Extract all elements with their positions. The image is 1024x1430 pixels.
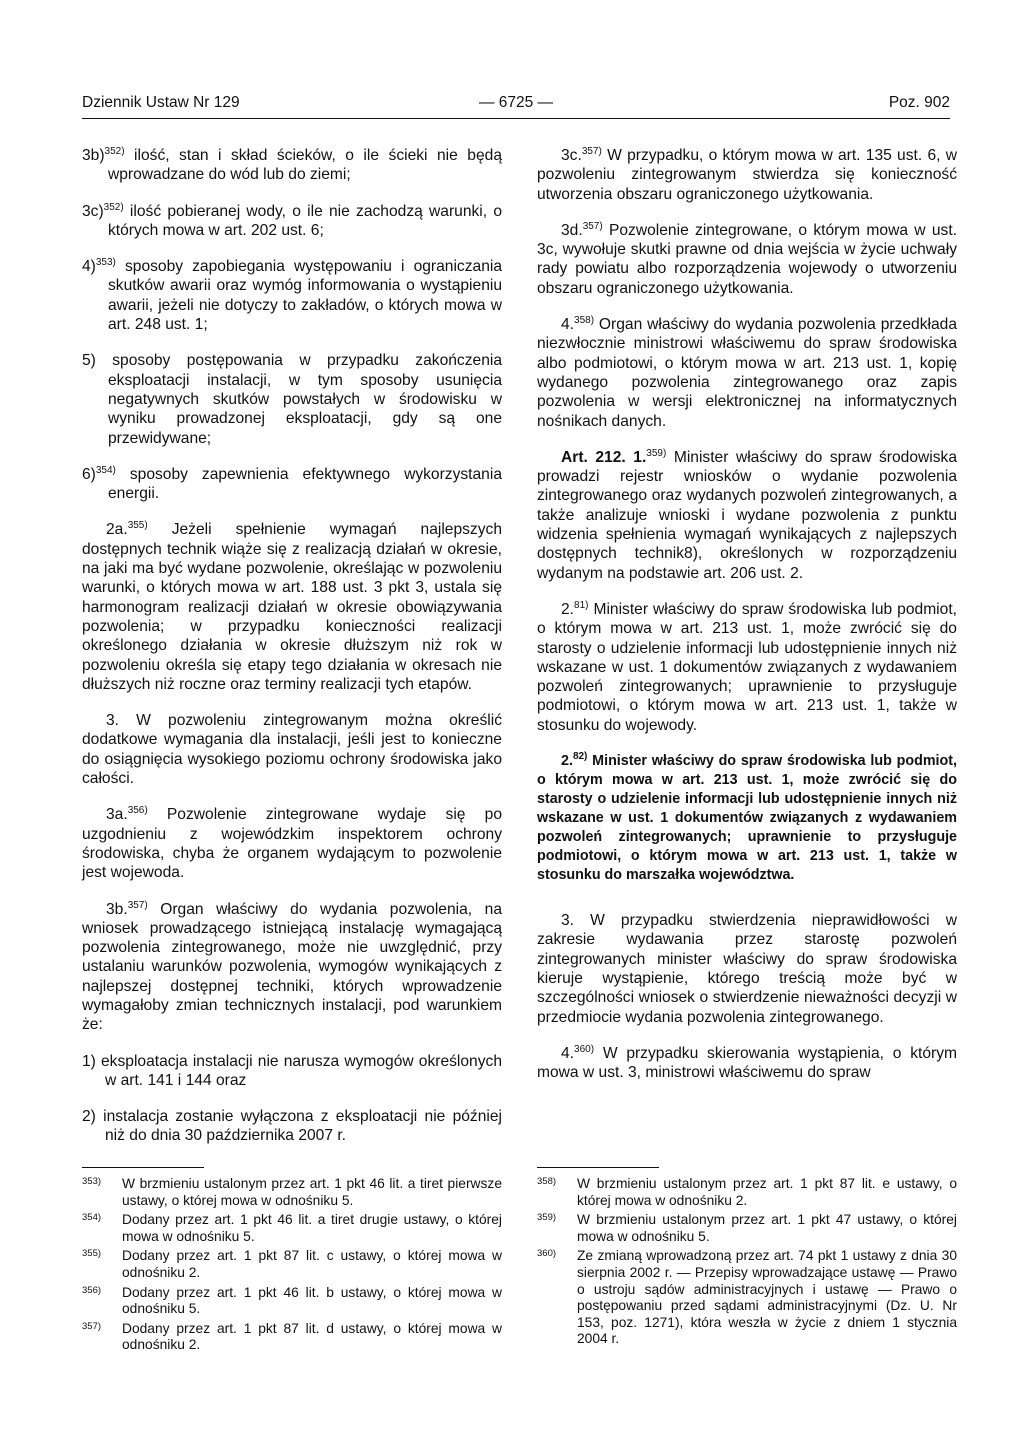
footnote-text: Dodany przez art. 1 pkt 87 lit. d ustawy, o której mowa w odnośniku 2. — [122, 1320, 502, 1353]
paragraph: 3. W przypadku stwierdzenia nieprawidłowości w zakresie wydawania przez starostę pozwoleń zintegrowanych minister właściwy do spraw środowiska kieruje wystąpienie, którego treścią może być w szczególności wniosek o stwierdzenie nieważności decyzji w przedmiocie wydania pozwolenia zintegrowanego. — [537, 912, 957, 1026]
list-item: 4)$^{353)}$ sposoby zapobiegania występowaniu i ograniczania skutków awarii oraz wymóg informowania o wystąpieniu awarii, jeżeli nie dotyczy to zakładów, o których mowa w art. 248 ust. 1; — [82, 257, 502, 334]
footnote-number: 360) — [537, 1248, 557, 1260]
article-number: Art. 212. 1. — [561, 448, 647, 466]
list-item: 3b)$^{352)}$ ilość, stan i skład ścieków, o ile ścieki nie będą wprowadzane do wód lub do ziemi; — [82, 146, 502, 184]
position-number: Poz. 902 — [888, 94, 950, 111]
footnotes-left — [82, 1176, 502, 1357]
footnote-number: 356) — [82, 1284, 102, 1296]
list-item: 3c)$^{352)}$ ilość pobieranej wody, o ile nie zachodzą warunki, o których mowa w art. 202 ust. 6; — [82, 201, 502, 239]
footnote-number: 354) — [82, 1212, 102, 1224]
list-item: 5) sposoby postępowania w przypadku zakończenia eksploatacji instalacji, w tym sposoby usunięcia negatywnych skutków powstałych w środowisku w wyniku prowadzonej eksploatacji, gdy są one przewidywane; — [82, 352, 502, 447]
footnote-text: W brzmieniu ustalonym przez art. 1 pkt 46 lit. a tiret pierwsze ustawy, o której mowa w odnośniku 5. — [122, 1176, 502, 1208]
page-number: — 6725 — — [478, 94, 554, 111]
footnote-number: 355) — [82, 1248, 102, 1260]
footnote-text: W brzmieniu ustalonym przez art. 1 pkt 47 ustawy, o której mowa w odnośniku 5. — [577, 1212, 957, 1244]
paragraph: 3d.$^{357)}$ Pozwolenie zintegrowane, o którym mowa w ust. 3c, wywołuje skutki prawne od dnia wejścia w życie uchwały rady powiatu albo rozporządzenia wojewody o utworzeniu obszaru ograniczonego użytkowania. — [537, 220, 957, 297]
paragraph: 3b.$^{357)}$ Organ właściwy do wydania pozwolenia, na wniosek prowadzącego istniejącą instalację wymagającą pozwolenia zintegrowanego, może nie uwzględnić, przy ustalaniu warunków pozwolenia, wymogów wynikających z najlepszej dostępnej techniki, których wprowadzenie wymagałoby zmian technicznych instalacji, pod warunkiem że: — [82, 899, 502, 1034]
footnote-number: 359) — [537, 1212, 557, 1224]
bold-paragraph: 2.$^{82)}$ Minister właściwy do spraw środowiska lub podmiot, o którym mowa w art. 213 ust. 1, może zwrócić się do starosty o udzielenie informacji lub udostępnienie innych niż wskazane w ust. 1 dokumentów związanych z wydawaniem pozwoleń zintegrowanych; uprawnienie to przysługuje podmiotowi, o którym mowa w art. 213 ust. 1, także w stosunku do marszałka województwa. — [537, 751, 957, 884]
footnote-text: Ze zmianą wprowadzoną przez art. 74 pkt 1 ustawy z dnia 30 sierpnia 2002 r. — Przepisy wprowadzające ustawę — Prawo o ustroju sądów administracyjnych i ustawę — Prawo o postępowaniu przed sądami administracyjnymi (Dz. U. Nr 153, poz. 1271), która weszła w życie z dniem 1 stycznia 2004 r. — [577, 1248, 957, 1347]
footnote-text: Dodany przez art. 1 pkt 87 lit. c ustawy, o której mowa w odnośniku 2. — [122, 1248, 502, 1280]
footnote — [82, 1285, 502, 1318]
paragraph: 4.$^{360)}$ W przypadku skierowania wystąpienia, o którym mowa w ust. 3, ministrowi właściwemu do spraw — [537, 1043, 957, 1082]
paragraph: 3. W pozwoleniu zintegrowanym można określić dodatkowe wymagania dla instalacji, jeśli jest to konieczne do osiągnięcia wysokiego poziomu ochrony środowiska jako całości. — [82, 712, 502, 788]
footnote-number: 353) — [82, 1176, 102, 1187]
list-item: 1) eksploatacja instalacji nie narusza wymogów określonych w art. 141 i 144 oraz — [82, 1052, 502, 1089]
footnote-text: W brzmieniu ustalonym przez art. 1 pkt 87 lit. e ustawy, o której mowa w odnośniku 2. — [577, 1176, 957, 1208]
footnote — [82, 1176, 502, 1209]
footnote-text: Dodany przez art. 1 pkt 46 lit. a tiret drugie ustawy, o której mowa w odnośniku 5. — [122, 1212, 502, 1244]
article-paragraph: Art. 212. 1.$^{359)}$ Minister właściwy do spraw środowiska prowadzi rejestr wniosków o wydanie pozwolenia zintegrowanego oraz wydanych pozwoleń zintegrowanych, a także analizuje wnioski i wydane pozwolenia z punktu widzenia spełnienia wymagań wynikających z najlepszych dostępnych technik8), określonych w rozporządzeniu wydanym na podstawie art. 206 ust. 2. — [537, 447, 958, 582]
paragraph: 3a.$^{356)}$ Pozwolenie zintegrowane wydaje się po uzgodnieniu z wojewódzkim inspektorem ochrony środowiska, chyba że organem wydającym to pozwolenie jest wojewoda. — [82, 805, 502, 882]
footnote — [537, 1212, 957, 1245]
footnote-text: Dodany przez art. 1 pkt 46 lit. b ustawy, o której mowa w odnośniku 5. — [122, 1284, 502, 1317]
footnote — [82, 1248, 502, 1281]
footnote — [537, 1248, 957, 1348]
list-item: 2) instalacja zostanie wyłączona z eksploatacji nie później niż do dnia 30 października 2007 r. — [82, 1108, 502, 1145]
footnote — [82, 1212, 502, 1245]
footnotes-right — [537, 1176, 957, 1351]
header-rule — [82, 118, 950, 119]
footnote — [82, 1321, 502, 1354]
paragraph: 2a.$^{355)}$ Jeżeli spełnienie wymagań najlepszych dostępnych technik wiąże się z realizacją działań w okresie, na jaki ma być wydane pozwolenie, określając w pozwoleniu warunki, o których mowa w art. 188 ust. 3 pkt 3, ustala się harmonogram realizacji działań w okresie obowiązywania pozwolenia; w przypadku konieczności realizacji określonego działania w okresie dłuższym niż rok w pozwoleniu określa się etapy tego działania w okresach nie dłuższych niż roczne oraz terminy realizacji tych etapów. — [82, 520, 502, 693]
footnote — [537, 1176, 957, 1209]
paragraph: 2.$^{81)}$ Minister właściwy do spraw środowiska lub podmiot, o którym mowa w art. 213 ust. 1, może zwrócić się do starosty o udzielenie informacji lub udostępnienie innych niż wskazane w ust. 1 dokumentów związanych z wydawaniem pozwoleń zintegrowanych; uprawnienie to przysługuje podmiotowi, o którym mowa w art. 213 ust. 1, także w stosunku do wojewody. — [537, 599, 957, 734]
footnote-rule — [537, 1167, 659, 1168]
list-item: 6)$^{354)}$ sposoby zapewnienia efektywnego wykorzystania energii. — [82, 464, 502, 503]
right-column — [537, 146, 957, 1099]
footnote-number: 358) — [537, 1176, 557, 1187]
paragraph: 4.$^{358)}$ Organ właściwy do wydania pozwolenia przedkłada niezwłocznie ministrowi właściwemu do spraw środowiska albo podmiotowi, o którym mowa w art. 213 ust. 1, kopię wydanego pozwolenia zintegrowanego oraz zapis pozwolenia w wersji elektronicznej na informatycznych nośnikach danych. — [537, 315, 957, 430]
left-column — [82, 146, 502, 1163]
journal-title: Dziennik Ustaw Nr 129 — [82, 94, 240, 111]
footnote-number: 357) — [82, 1320, 102, 1332]
page-header — [82, 94, 950, 118]
paragraph: 3c.$^{357)}$ W przypadku, o którym mowa w art. 135 ust. 6, w pozwoleniu zintegrowanym stwierdza się konieczność utworzenia obszaru ograniczonego użytkowania. — [537, 146, 957, 203]
footnote-rule — [82, 1167, 204, 1168]
